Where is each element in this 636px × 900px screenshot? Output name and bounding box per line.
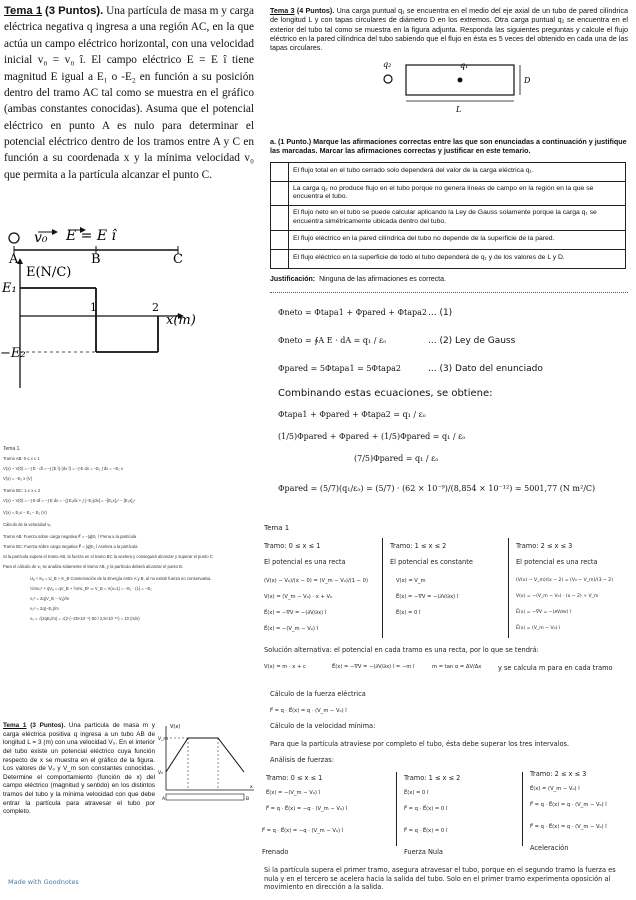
col-divider — [522, 772, 523, 846]
graph-vm: V_m — [158, 737, 168, 742]
eq-sevenfifths: (7/5)Φpared = q₁ / εₒ — [354, 454, 439, 463]
problem3-title: Tema 3 — [270, 6, 295, 15]
statement-row — [271, 249, 626, 268]
note-line: Tramo BC: 1 ≤ x ≤ 2 — [3, 488, 41, 493]
tube-figure — [270, 55, 630, 117]
note-line: V(x) − V(0) = −∫ E·dl = −∫ E dx = −[∫ E₁dx + ∫ (−E₂)dx] = −[E₁x]₀¹ − [E₂x]₁ˣ — [3, 498, 136, 503]
f3-eq: F⃗ = q · E⃗(x) = q · (V_m − V₀) î — [530, 802, 607, 808]
efield-label: E = E î — [66, 228, 116, 244]
eq-gauss: Φneto = ∮A E · dA = q₁ / εₒ — [278, 336, 387, 345]
col2-eq: E⃗(x) = −∇V = −(∂V/∂x) î — [396, 594, 459, 600]
fig-q1-label: q₁ — [460, 60, 469, 70]
point-b: B — [91, 252, 101, 267]
f2-eq: F⃗ = q · E⃗(x) = 0 î — [404, 806, 448, 812]
note-line: ½mv₀² + qVₐ = qV_B + ½mv_B² ⇒ V_B = V(x=1) = −E₁ · (1) = −E₁ — [30, 586, 152, 591]
col-divider — [396, 772, 397, 846]
graph-a: A — [162, 797, 166, 802]
problem3-statement — [262, 0, 636, 300]
problem2-statement — [0, 718, 258, 900]
eq-net-flux: Φneto = Φtapa1 + Φpared + Φtapa2 — [278, 308, 428, 317]
goodnotes-brand: Made with Goodnotes — [8, 878, 79, 886]
vel-text: Para que la partícula atraviese por completo el tubo, ésta debe superar los tres intervalos. — [270, 740, 570, 748]
question-a — [270, 137, 628, 156]
statement-checkbox[interactable] — [271, 181, 289, 206]
note-line: Tramo AB: 0 ≤ x ≤ 1 — [3, 456, 40, 461]
note-line: V(x) − V(0) = −∫ E · dl = −∫ (E î)·(dx î) = −∫ E dx = −E₁ ∫ dx = −E₁ x — [3, 466, 123, 471]
col-divider — [508, 538, 509, 638]
statement-row — [271, 206, 626, 231]
efield-plot — [0, 218, 258, 436]
col3-eq: (V(x) − V_m)/(x − 2) = (V₀ − V_m)/(3 − 2) — [516, 578, 614, 583]
statement-text: El flujo eléctrico en la superficie de todo el tubo dependerá de q₁ y de los valores de L y D. — [289, 249, 626, 268]
statement-text: El flujo eléctrico en la pared cilíndrica del tubo no depende de la superficie de la pared. — [289, 230, 626, 249]
problem2-title: Tema 1 — [3, 722, 27, 729]
x-axis-label: x(m) — [166, 313, 196, 328]
problem3-points: (4 Puntos). — [296, 6, 335, 15]
point-c: C — [173, 252, 183, 267]
f3-title: Tramo: 2 ≤ x ≤ 3 — [530, 770, 587, 778]
alt-eq: E⃗(x) = −∇V = −(∂V/∂x) î = −m î — [332, 664, 415, 670]
fig-l-label: L — [456, 104, 462, 114]
note-line: V(x) = E₂x − E₁ − E₂ (V) — [3, 510, 47, 515]
question-a-text: a. (1 Punto.) Marque las afirmaciones correctas entre las que son enunciadas a continuación y justifique las marcadas. — [270, 136, 627, 156]
fig-q2-label: q₂ — [383, 59, 392, 69]
note-line: v₀ = √(2qE₁/m) = √(2·(−25×10⁻⁹)·50 / 2,5×10⁻¹⁰) = 10 (m/s) — [30, 616, 140, 621]
e1-label: E₁ — [2, 281, 17, 296]
combine-text: Combinando estas ecuaciones, se obtiene: — [278, 388, 493, 399]
note-line: Tramo BC: Fuerza sobre carga negativa F⃗ = |q|E₂ î Acelera a la partícula — [3, 544, 138, 549]
justification-label: Justificación: — [270, 275, 316, 283]
statement-text: El flujo neto en el tubo se puede calcular aplicando la Ley de Gauss solamente porque la carga q₁ se encuentra simétricamente ubicada dentro del tubo. — [289, 206, 626, 231]
forces-title: Análisis de fuerzas: — [270, 756, 334, 764]
note-line: V(x) = −E₁ x (V) — [3, 476, 33, 481]
problem1-title: Tema 1 — [4, 5, 43, 17]
fig-d-label: D — [524, 75, 531, 85]
q2-charge-icon — [384, 75, 392, 83]
q1-charge-icon — [458, 77, 463, 82]
eq-fifths: (1/5)Φpared + Φpared + (1/5)Φpared = q₁ / εₒ — [278, 432, 466, 441]
eq-gauss-label: ... (2) Ley de Gauss — [428, 336, 516, 346]
efield-diagram — [0, 218, 258, 436]
note-line: v₀² = 2q(−E₁)/m — [30, 606, 59, 611]
note-line: Cálculo de la velocidad v₀ — [3, 522, 52, 527]
tube-sketch — [166, 794, 244, 800]
particle-icon — [9, 233, 19, 243]
statement-row — [271, 162, 626, 181]
col2-eq: V(x) = V_m — [396, 578, 426, 584]
f3-eq: F⃗ = q · E⃗(x) = q · (V_m − V₀) î — [530, 824, 607, 830]
e2-label: −E₂ — [0, 346, 26, 361]
eq-net-flux-label: ... (1) — [428, 308, 453, 318]
justification — [270, 275, 628, 284]
problem3-intro — [270, 6, 628, 53]
note-line: v₀² = 2q(V_B − Vₐ)/m — [30, 596, 70, 601]
col1-eq: E⃗(x) = −(V_m − V₀) î — [264, 626, 318, 632]
f2-eq: F⃗ = q · E⃗(x) = 0 î — [404, 828, 448, 834]
col1-sub: El potencial es una recta — [264, 558, 346, 566]
tramos-header: Tema 1 — [264, 524, 290, 532]
f2-label: Fuerza Nula — [404, 848, 443, 856]
statement-row — [271, 230, 626, 249]
statement-checkbox[interactable] — [271, 249, 289, 268]
statement-checkbox[interactable] — [271, 162, 289, 181]
note-line: Para el cálculo de v₀ se analiza solamente el tramo AB, y la partícula deberá alcanzar el punto B. — [3, 564, 184, 569]
col2-title: Tramo: 1 ≤ x ≤ 2 — [390, 542, 447, 550]
col2-eq: E⃗(x) = 0 î — [396, 610, 421, 616]
conclusion: Si la partícula supera el primer tramo, asegura atravesar el tubo, porque en el segundo tramo la fuerza es nula y en el tercero se acelera hacia la salida del tubo. Solo en el primer tramo experimenta oposición al movimiento en dirección a la salida. — [264, 866, 616, 892]
col2-sub: El potencial es constante — [390, 558, 473, 566]
y-axis-label: E(N/C) — [26, 265, 72, 280]
v0-label: v₀ — [34, 230, 48, 246]
graph-x: x — [250, 785, 253, 790]
f1-eq: F⃗ = q · E⃗(x) = −q · (V_m − V₀) î — [262, 828, 344, 834]
f1-eq: F⃗ = q · E⃗(x) = −q · (V_m − V₀) î — [266, 806, 348, 812]
justification-line — [270, 292, 628, 293]
tick-1: 1 — [90, 301, 97, 314]
f1-label: Frenado — [262, 848, 289, 856]
tick-2: 2 — [152, 301, 159, 314]
statement-row — [271, 181, 626, 206]
col3-eq: E⃗(x) = −∇V = −(∂V/∂x) î — [516, 610, 572, 615]
graph-ylabel: V(x) — [170, 724, 181, 730]
graph-b: B — [246, 797, 250, 802]
point-a: A — [9, 252, 19, 267]
f3-eq: E⃗(x) = (V_m − V₀) î — [530, 786, 580, 792]
statements-table — [270, 162, 626, 269]
col-divider — [382, 538, 383, 638]
flux-derivation — [268, 300, 634, 520]
statement-checkbox[interactable] — [271, 230, 289, 249]
f2-eq: E⃗(x) = 0 î — [404, 790, 429, 796]
eq-wall-label: ... (3) Dato del enunciado — [428, 364, 543, 374]
col3-title: Tramo: 2 ≤ x ≤ 3 — [516, 542, 573, 550]
statement-text: La carga q₂ no produce flujo en el tubo porque no genera líneas de campo en la región en la que se encuentra el tubo. — [289, 181, 626, 206]
alt-tail: y se calcula m para en cada tramo — [498, 664, 613, 672]
problem2-points: (3 Puntos). — [30, 722, 66, 729]
force-eq: F⃗ = q · E⃗(x) = q · (V_m − V₀) î — [270, 708, 347, 714]
problem3-intro-text: Una carga puntual q₁ se encuentra en el medio del eje axial de un tubo de pared cilíndrica de longitud L y con tapas circulares de diámetro D en los extremos. Otra carga puntual q₂ se encuentra en el exterior del tubo tal como se muestra en la figura adjunta. Responda las siguientes preguntas y calcule el flujo eléctrico en la pared cilíndrica del tubo sabiendo que el flujo en ésta es 5 veces del obtenido en cada una de las tapas circulares. — [270, 6, 629, 53]
col3-sub: El potencial es una recta — [516, 558, 598, 566]
solution-notes — [0, 444, 264, 634]
alt-eq: V(x) = m · x + c — [264, 664, 306, 670]
potential-curve — [166, 738, 244, 772]
col1-eq: E⃗(x) = −∇V = −(∂V/∂x) î — [264, 610, 327, 616]
note-line: Tema 1. — [3, 446, 21, 452]
vel-title: Cálculo de la velocidad mínima: — [270, 722, 376, 730]
alt-title: Solución alternativa: el potencial en cada tramo es una recta, por lo que se tendrá: — [264, 646, 539, 654]
f3-label: Aceleración — [530, 844, 569, 852]
note-line: Tramo AB: Fuerza sobre carga negativa F⃗ = −|q|E₁ î Frena a la partícula — [3, 534, 137, 539]
problem1-statement — [0, 0, 258, 218]
col3-eq: E⃗(x) = (V_m − V₀) î — [516, 626, 560, 631]
eq-wall: Φpared = 5Φtapa1 = 5Φtapa2 — [278, 364, 401, 373]
alt-eq: m = tan α = ΔV/Δx — [432, 664, 482, 670]
col1-eq: (V(x) − V₀)/(x − 0) = (V_m − V₀)/(1 − 0) — [264, 578, 368, 584]
question-a-bold: Marcar las afirmaciones correctas y justificar en este temario. — [319, 146, 531, 156]
col1-eq: V(x) = (V_m − V₀) · x + V₀ — [264, 594, 333, 600]
note-line: Uₐ + Kₐ = U_B + K_B Conservación de la Energía entre A y B, al no existir fuerza no conservativa. — [30, 576, 212, 581]
justification-text: Ninguna de las afirmaciones es correcta. — [319, 275, 446, 283]
problem1-body: Una partícula de masa m y carga eléctrica negativa q ingresa a una región AC, en la que actúa un campo eléctrico horizontal, con una velocidad inicial v₀ = v₀ î. El campo eléctrico E = E î tiene magnitud E igual a E₁ o -E₂ en función a su posición dentro del tramo AC tal como se muestra en el gráfico (ambas constantes conocidas). Asuma que el potencial eléctrico en punto A es nulo para determinar el potencial eléctrico dentro de los tramos entre A y C en función a su coordenada x y la mínima velocidad v₀ que permita a la partícula alcanzar el punto C. — [4, 5, 255, 181]
graph-v0: V₀ — [158, 771, 163, 776]
eq-sum: Φtapa1 + Φpared + Φtapa2 = q₁ / εₒ — [278, 410, 426, 419]
potential-graph — [158, 720, 258, 802]
col1-title: Tramo: 0 ≤ x ≤ 1 — [264, 542, 321, 550]
statement-checkbox[interactable] — [271, 206, 289, 231]
f1-title: Tramo: 0 ≤ x ≤ 1 — [266, 774, 323, 782]
note-line: Si la partícula supera el tramo AB, la fuerza en el tramo BC la acelera y conseguirá alcanzar y superar el punto C — [3, 554, 213, 559]
statement-text: El flujo total en el tubo cerrado solo dependerá del valor de la carga eléctrica q₁. — [289, 162, 626, 181]
problem2-text — [3, 722, 155, 817]
f2-title: Tramo: 1 ≤ x ≤ 2 — [404, 774, 461, 782]
problem1-points: (3 Puntos). — [44, 5, 104, 17]
f1-eq: E⃗(x) = −(V_m − V₀) î — [266, 790, 320, 796]
tramos-solution — [262, 522, 636, 900]
problem2-body: Una partícula de masa m y carga eléctrica positiva q ingresa a un tubo AB de longitud L = 3 (m) con una velocidad V₀. En el interior del tubo existe un potencial eléctrico cuya función respecto de x se muestra en el gráfico de la figura. Los valores de V₀ y V_m son constantes conocidas. Determine el comportamiento (función de x) del campo eléctrico (magnitud y sentido) en los distintos tramos del tubo y la mínima velocidad con que debe entrar la partícula para atravesar el tubo por completo. — [3, 722, 155, 816]
col3-eq: V(x) = −(V_m − V₀) · (x − 2) + V_m — [516, 594, 599, 599]
force-title: Cálculo de la fuerza eléctrica — [270, 690, 366, 698]
eq-result: Φpared = (5/7)(q₁/εₒ) = (5/7) · (62 × 10⁻⁹)/(8,854 × 10⁻¹²) = 5001,77 (N m²/C) — [278, 484, 596, 493]
